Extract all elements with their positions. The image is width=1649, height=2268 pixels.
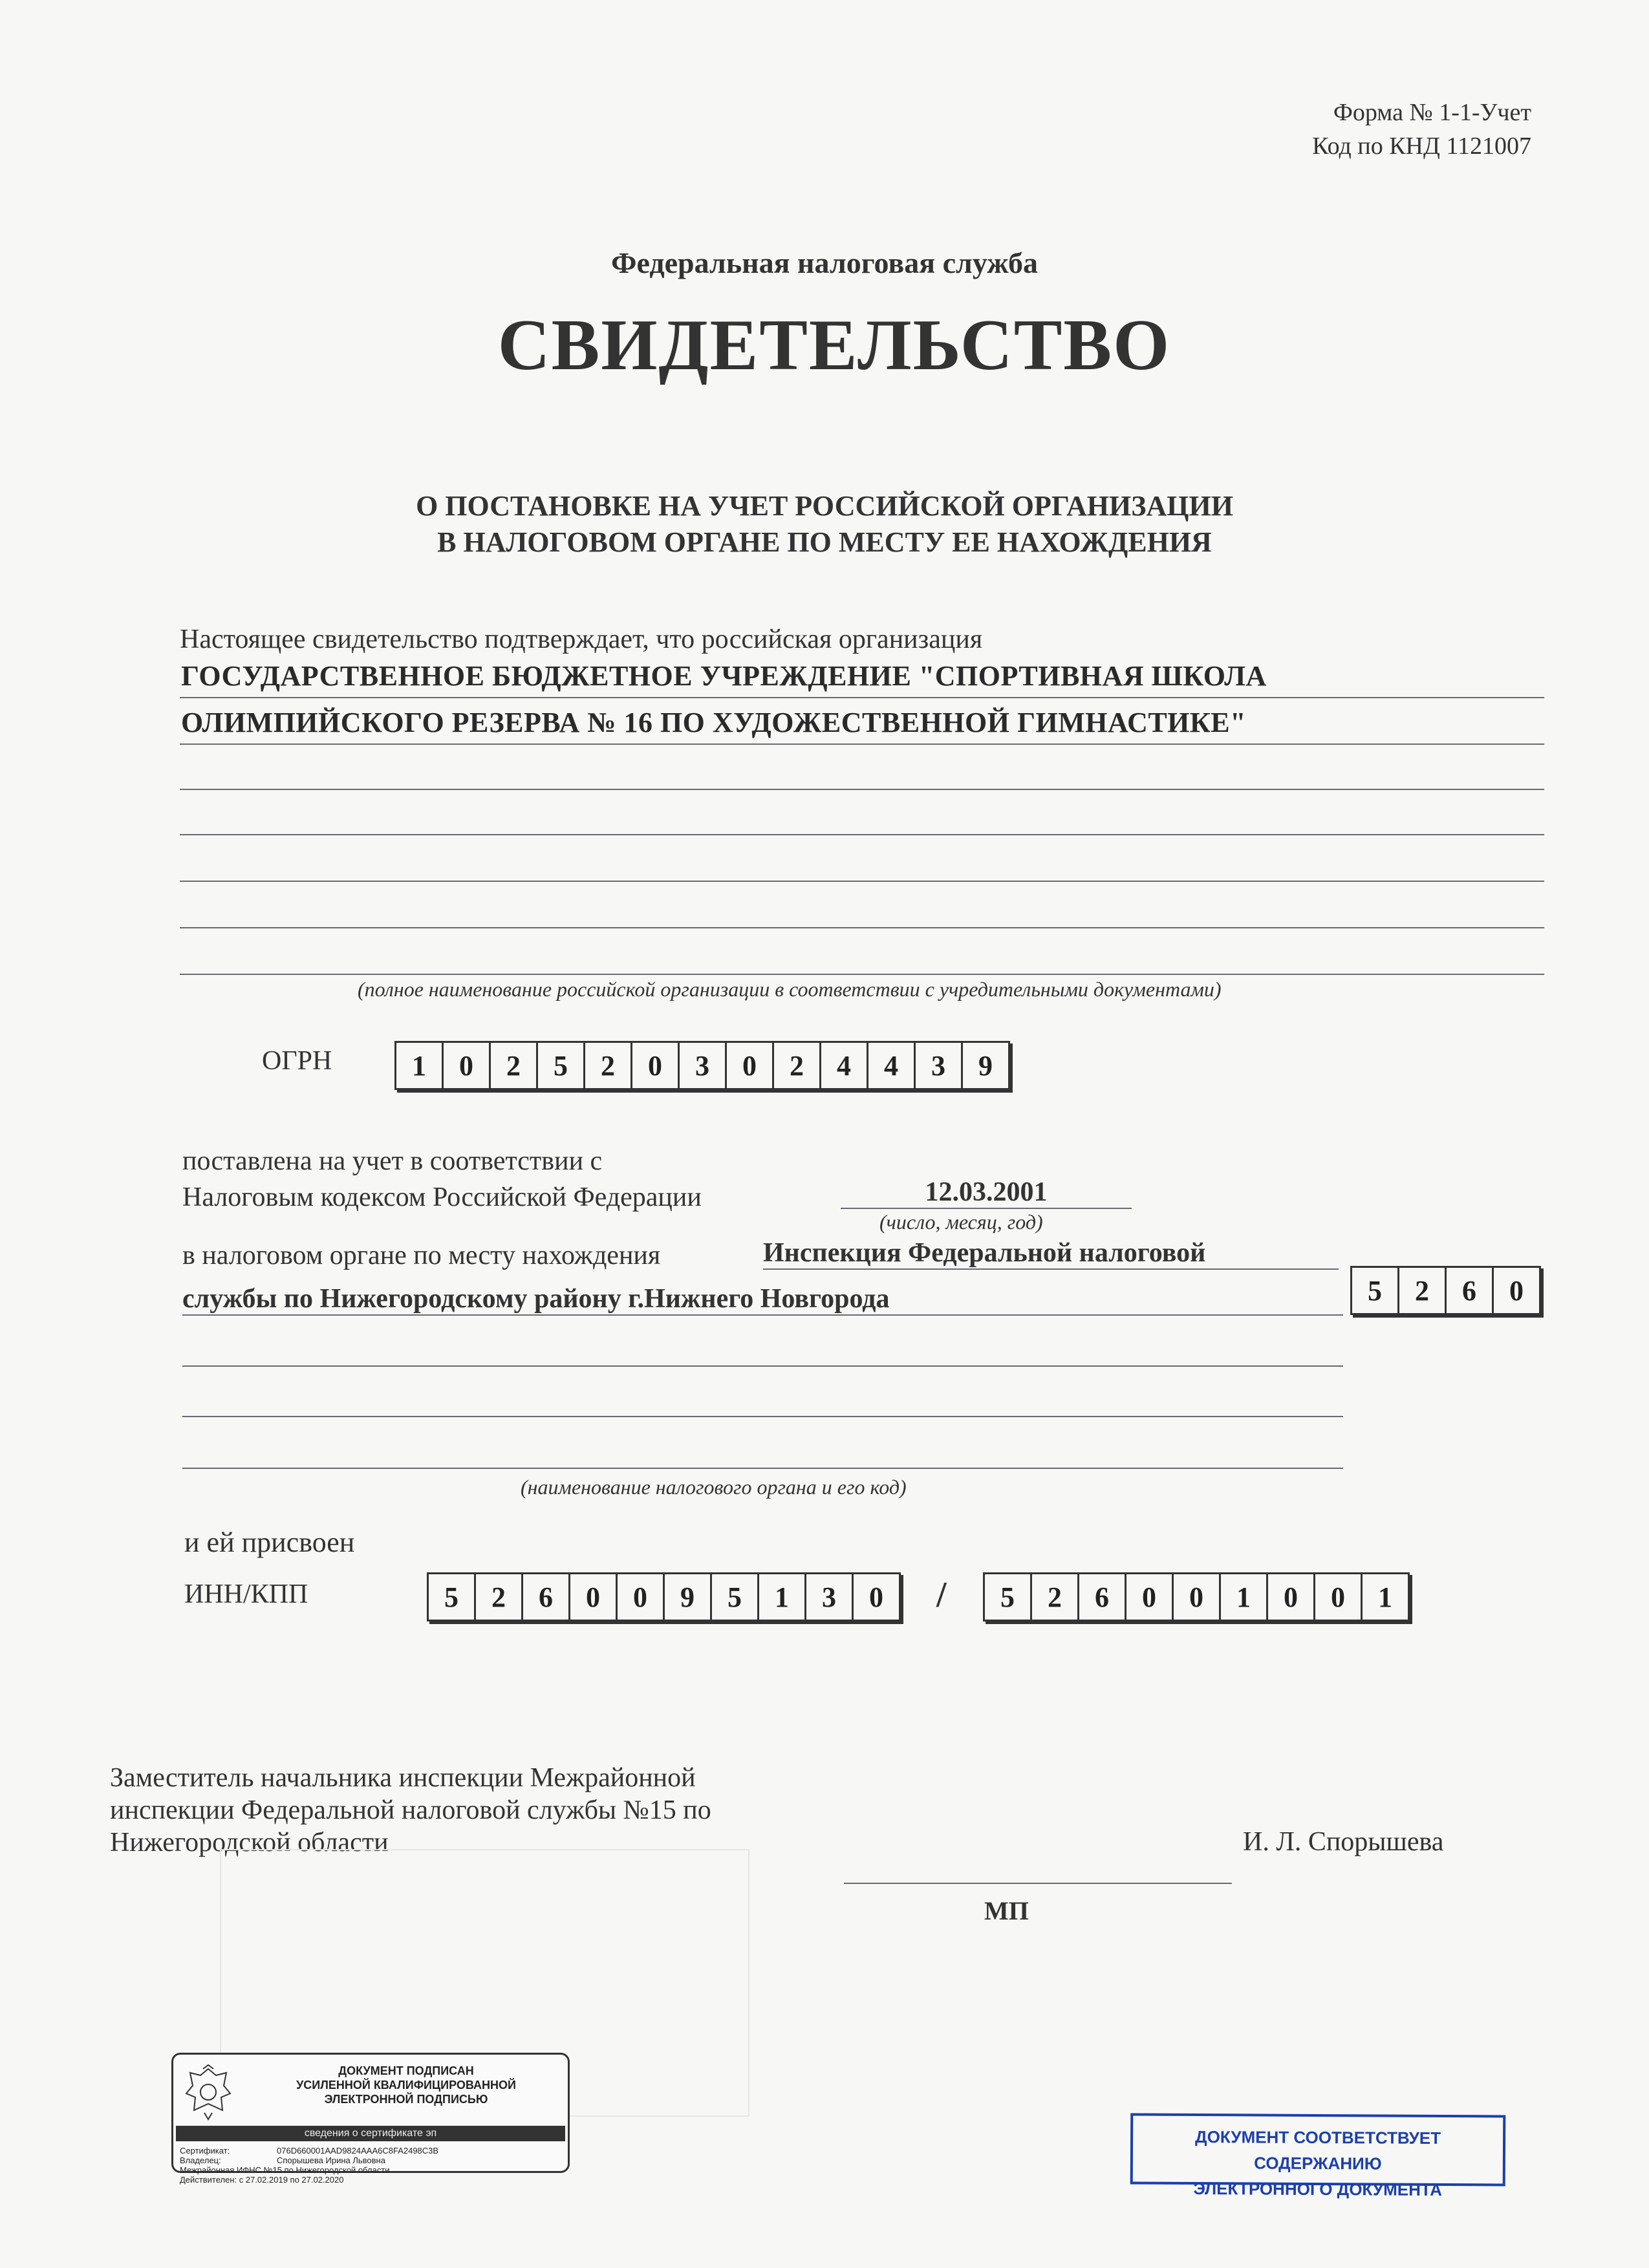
organization-name-line-1: ГОСУДАРСТВЕННОЕ БЮДЖЕТНОЕ УЧРЕЖДЕНИЕ "СПОРТИВНАЯ ШКОЛА — [181, 660, 1267, 692]
ogrn-digit-cell: 2 — [585, 1043, 632, 1088]
tax-authority-code-grid — [1350, 1266, 1541, 1315]
tax-authority-prefix: в налоговом органе по месту нахождения — [182, 1241, 661, 1270]
inn-digit-cell: 0 — [869, 1581, 883, 1613]
date-caption: (число, месяц, год) — [879, 1210, 1043, 1234]
kpp-digit-cell: 1 — [1221, 1574, 1268, 1620]
form-number-block — [1312, 96, 1531, 163]
ogrn-digit-cell: 9 — [978, 1049, 993, 1082]
ogrn-digit-cell: 0 — [632, 1043, 680, 1088]
ogrn-digit-cell: 3 — [680, 1043, 727, 1088]
inn-digit-cell: 0 — [618, 1574, 665, 1620]
inn-digit-cell: 2 — [476, 1574, 523, 1620]
ecp-title-line-2: УСИЛЕННОЙ КВАЛИФИЦИРОВАННОЙ — [296, 2079, 516, 2091]
signatory-line-2: инспекции Федеральной налоговой службы №15 по — [110, 1795, 711, 1825]
divider-line — [180, 881, 1544, 882]
inn-digit-cell: 0 — [570, 1574, 618, 1620]
registration-date: 12.03.2001 — [841, 1177, 1132, 1209]
inn-kpp-label: ИНН/КПП — [184, 1579, 308, 1609]
stamp-line-1: ДОКУМЕНТ СООТВЕТСТВУЕТ СОДЕРЖАНИЮ — [1195, 2127, 1441, 2174]
organization-caption: (полное наименование российской организации в соответствии с учредительными документами) — [358, 978, 1222, 1001]
divider-line — [180, 927, 1544, 928]
ogrn-digit-cell: 4 — [868, 1043, 916, 1088]
kpp-digit-cell: 0 — [1174, 1574, 1221, 1620]
divider-line — [180, 697, 1544, 698]
owner-label: Владелец: — [180, 2156, 221, 2165]
ogrn-digit-cell: 5 — [538, 1043, 585, 1088]
inn-digit-cell: 9 — [665, 1574, 712, 1620]
kpp-digit-cell: 0 — [1315, 1574, 1363, 1620]
inn-digit-cell: 3 — [806, 1574, 854, 1620]
ogrn-digit-cell: 0 — [727, 1043, 774, 1088]
signatory-line-1: Заместитель начальника инспекции Межрайонной — [110, 1763, 696, 1793]
tax-code-digit-cell: 2 — [1399, 1268, 1447, 1313]
inn-digit-cell: 5 — [429, 1574, 476, 1620]
cert-label: Сертификат: — [180, 2146, 230, 2156]
form-number: Форма № 1-1-Учет — [1333, 99, 1531, 126]
ogrn-grid — [394, 1041, 1010, 1090]
signature-line — [844, 1883, 1232, 1884]
cert-org: Межрайонная ИФНС №15 по Нижегородской области — [180, 2165, 390, 2175]
tax-authority-name-1: Инспекция Федеральной налоговой — [763, 1237, 1339, 1270]
registration-line-2: Налоговым кодексом Российской Федерации — [182, 1182, 702, 1212]
ogrn-digit-cell: 2 — [774, 1043, 821, 1088]
signatory-line-3: Нижегородской области — [110, 1828, 389, 1857]
signatory-position — [110, 1762, 711, 1859]
ogrn-digit-cell: 4 — [821, 1043, 868, 1088]
subtitle-line-1: О ПОСТАНОВКЕ НА УЧЕТ РОССИЙСКОЙ ОРГАНИЗАЦИИ — [416, 490, 1233, 522]
document-subtitle — [0, 488, 1649, 561]
kpp-digit-cell: 5 — [985, 1574, 1032, 1620]
registration-line-1: поставлена на учет в соответствии с — [182, 1146, 603, 1176]
ogrn-label: ОГРН — [262, 1046, 332, 1076]
ogrn-digit-cell: 3 — [916, 1043, 963, 1088]
divider-line — [180, 789, 1544, 790]
owner-value: Спорышева Ирина Львовна — [277, 2156, 385, 2165]
tax-authority-name-2: службы по Нижегородскому району г.Нижнего Новгорода — [182, 1283, 1343, 1316]
seal-mark: МП — [984, 1896, 1029, 1925]
electronic-signature-badge — [171, 2053, 570, 2185]
knd-code: Код по КНД 1121007 — [1312, 133, 1531, 160]
ogrn-digit-cell: 0 — [444, 1043, 491, 1088]
kpp-digit-cell: 6 — [1079, 1574, 1126, 1620]
divider-line — [180, 834, 1544, 835]
stamp-line-2: ЭЛЕКТРОННОГО ДОКУМЕНТА — [1193, 2178, 1443, 2200]
inn-digit-cell: 1 — [759, 1574, 806, 1620]
divider-line — [182, 1468, 1343, 1469]
divider-line — [182, 1365, 1343, 1367]
inn-kpp-separator: / — [936, 1575, 947, 1615]
conformity-stamp — [1130, 2113, 1506, 2200]
subtitle-line-2: В НАЛОГОВОМ ОРГАНЕ ПО МЕСТУ ЕЕ НАХОЖДЕНИЯ — [437, 526, 1212, 558]
ecp-title — [251, 2064, 561, 2106]
cert-value: 076D660001AAD9824AAA6C8FA2498C3B — [277, 2146, 439, 2156]
divider-line — [180, 974, 1544, 975]
tax-code-digit-cell: 0 — [1509, 1274, 1524, 1307]
ecp-title-line-1: ДОКУМЕНТ ПОДПИСАН — [338, 2064, 474, 2077]
inn-digit-cell: 6 — [523, 1574, 570, 1620]
kpp-digit-cell: 0 — [1126, 1574, 1174, 1620]
kpp-grid — [983, 1572, 1410, 1621]
kpp-digit-cell: 0 — [1268, 1574, 1315, 1620]
ogrn-digit-cell: 2 — [491, 1043, 538, 1088]
tax-authority-caption: (наименование налогового органа и его код) — [521, 1475, 907, 1499]
agency-name: Федеральная налоговая служба — [611, 246, 1038, 279]
tax-code-digit-cell: 5 — [1352, 1268, 1399, 1313]
kpp-digit-cell: 2 — [1032, 1574, 1079, 1620]
ecp-certificate-bar: сведения о сертификате эп — [176, 2126, 565, 2141]
divider-line — [182, 1416, 1343, 1417]
coat-of-arms-icon — [181, 2064, 235, 2122]
cert-validity: Действителен: с 27.02.2019 по 27.02.2020 — [180, 2175, 344, 2185]
assigned-label: и ей присвоен — [184, 1526, 355, 1558]
document-title: СВИДЕТЕЛЬСТВО — [497, 305, 1171, 385]
divider-line — [180, 744, 1544, 745]
ecp-certificate-info — [180, 2146, 438, 2185]
kpp-digit-cell: 1 — [1378, 1581, 1392, 1613]
signatory-name: И. Л. Спорышева — [1243, 1827, 1444, 1857]
organization-name-line-2: ОЛИМПИЙСКОГО РЕЗЕРВА № 16 ПО ХУДОЖЕСТВЕННОЙ ГИМНАСТИКЕ" — [181, 707, 1247, 738]
ecp-title-line-3: ЭЛЕКТРОННОЙ ПОДПИСЬЮ — [324, 2093, 488, 2106]
tax-code-digit-cell: 6 — [1447, 1268, 1494, 1313]
inn-grid — [427, 1572, 901, 1621]
ogrn-digit-cell: 1 — [396, 1043, 444, 1088]
intro-text: Настоящее свидетельство подтверждает, что российская организация — [180, 625, 983, 654]
inn-digit-cell: 5 — [712, 1574, 759, 1620]
